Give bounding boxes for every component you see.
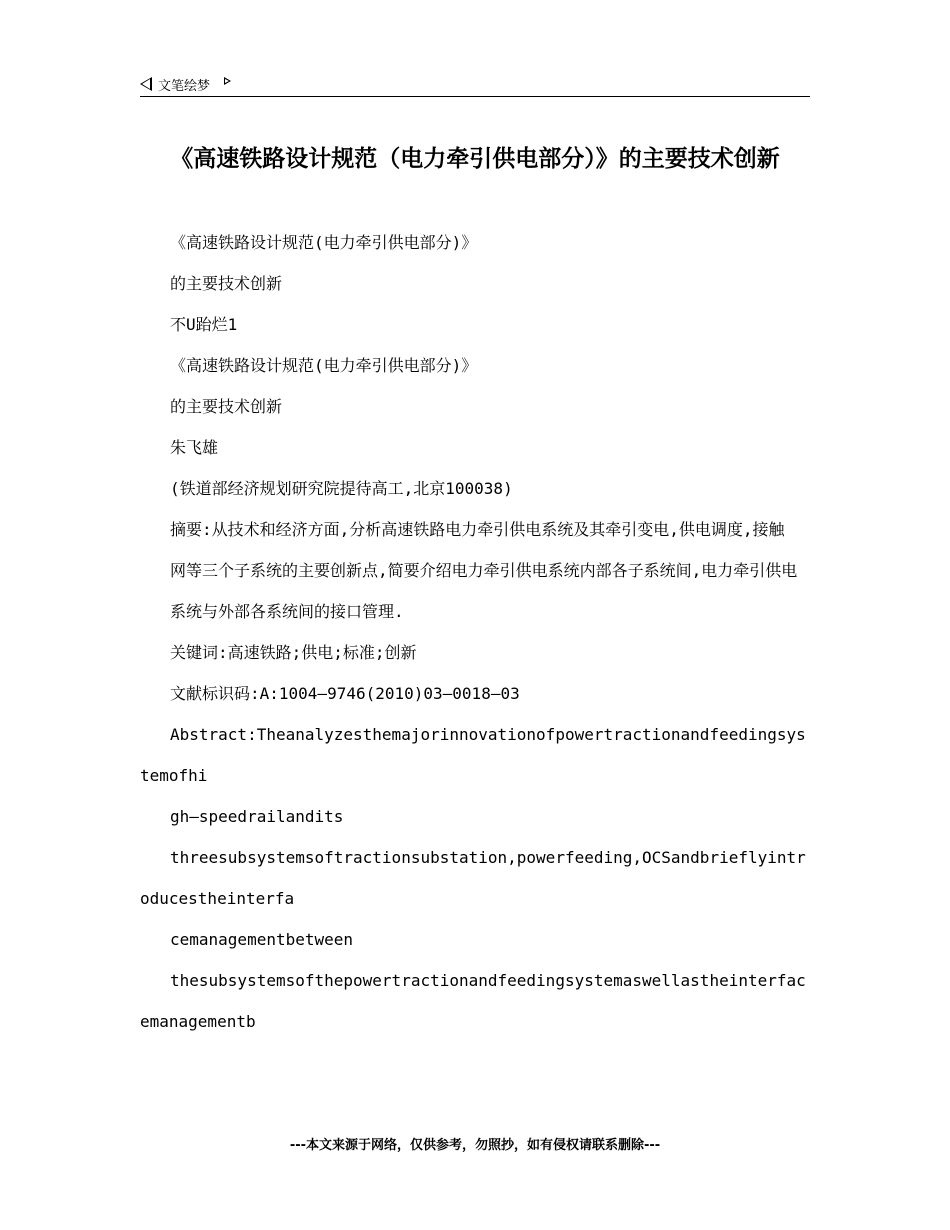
paragraph: 的主要技术创新 [170,397,283,416]
document-title: 《高速铁路设计规范（电力牵引供电部分）》的主要技术创新 [170,146,780,172]
abstract-en: cemanagementbetween [170,930,354,949]
page-header [140,72,810,97]
header-brand: 文笔绘梦 [158,78,211,94]
triangle-left-icon [140,77,152,91]
keywords: 关键词:高速铁路;供电;标准;创新 [170,643,417,662]
abstract-en: gh—speedrailandits [170,807,344,826]
paragraph: 《高速铁路设计规范(电力牵引供电部分)》 [170,356,478,375]
abstract-cn: 系统与外部各系统间的接口管理. [170,602,404,621]
paragraph: 的主要技术创新 [170,274,283,293]
author: 朱飞雄 [170,438,219,457]
abstract-en: thesubsystemsofthepowertractionandfeedingsystemaswellastheinterfacemanagementb [140,971,806,1031]
paragraph: 不U跆烂1 [170,315,238,334]
document-code: 文献标识码:A:1004—9746(2010)03—0018—03 [170,684,520,703]
paragraph: 《高速铁路设计规范(电力牵引供电部分)》 [170,233,478,252]
abstract-en: threesubsystemsoftractionsubstation,powerfeeding,OCSandbrieflyintroducestheinterfa [140,848,806,908]
document-body [140,222,810,1042]
abstract-cn: 网等三个子系统的主要创新点,简要介绍电力牵引供电系统内部各子系统间,电力牵引供电 [170,561,798,580]
abstract-cn: 摘要:从技术和经济方面,分析高速铁路电力牵引供电系统及其牵引变电,供电调度,接触 [170,520,785,539]
page-footer: ---本文来源于网络，仅供参考，勿照抄，如有侵权请联系删除--- [289,1138,661,1153]
triangle-right-icon [224,77,231,85]
abstract-en: Abstract:Theanalyzesthemajorinnovationofpowertractionandfeedingsystemofhi [140,725,806,785]
affiliation: (铁道部经济规划研究院提待高工,北京100038) [170,479,513,498]
